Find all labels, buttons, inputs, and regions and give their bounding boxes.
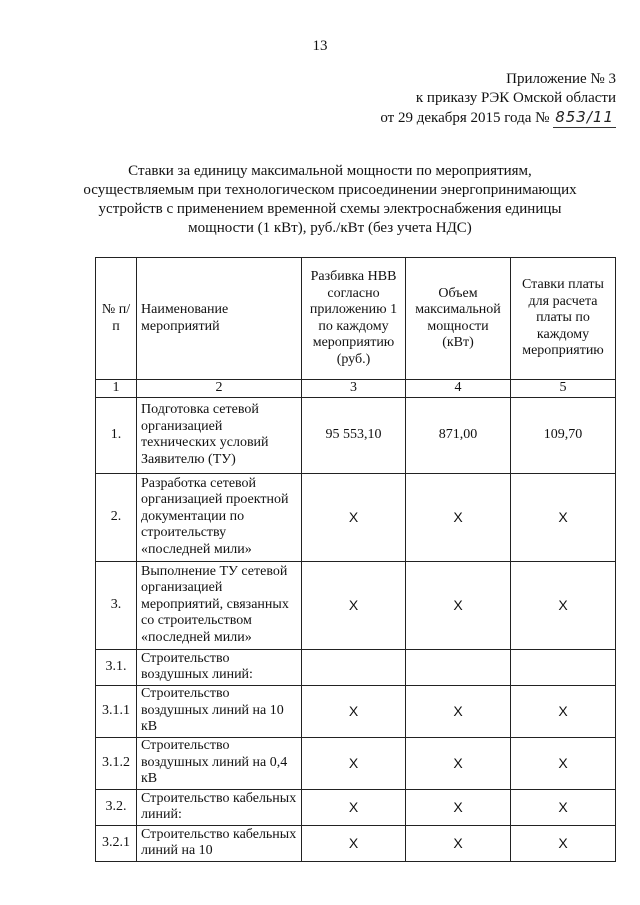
- row-power-value: X: [406, 737, 511, 789]
- row-rate-value: X: [511, 737, 616, 789]
- appendix-title: Приложение № 3: [506, 71, 616, 87]
- row-power-value: X: [406, 561, 511, 649]
- title-line-2: осуществляемым при технологическом присоединении энергопринимающих: [83, 182, 577, 198]
- row-number: 3.: [96, 561, 137, 649]
- row-name: Строительство воздушных линий на 10 кВ: [137, 685, 302, 737]
- header-col4: Объем максимальной мощности (кВт): [406, 258, 511, 380]
- row-number: 3.1.2: [96, 737, 137, 789]
- row-nvv-value: X: [302, 789, 406, 825]
- column-numbers-row: [96, 380, 616, 398]
- row-name: Выполнение ТУ сетевой организацией мероприятий, связанных со строительством «последней мили»: [137, 561, 302, 649]
- row-nvv-value: X: [302, 737, 406, 789]
- row-power-value: X: [406, 789, 511, 825]
- appendix-order-ref: к приказу РЭК Омской области: [415, 90, 616, 106]
- title-line-4: мощности (1 кВт), руб./кВт (без учета НДС): [188, 220, 472, 236]
- row-nvv-value: X: [302, 825, 406, 861]
- order-number-handwritten: 853/11: [555, 108, 614, 126]
- table-row: [96, 685, 616, 737]
- rates-table: [95, 257, 616, 862]
- table-row: [96, 737, 616, 789]
- header-name: Наименование мероприятий: [137, 258, 302, 380]
- document-title: [70, 162, 590, 238]
- row-name: Подготовка сетевой организацией технических условий Заявителю (ТУ): [137, 397, 302, 473]
- row-number: 1.: [96, 397, 137, 473]
- row-nvv-value: 95 553,10: [302, 397, 406, 473]
- order-date-text: от 29 декабря 2015 года №: [380, 110, 550, 126]
- colnum-4: 4: [406, 380, 511, 398]
- header-num: № п/п: [96, 258, 137, 380]
- row-rate-value: X: [511, 561, 616, 649]
- row-number: 3.2.1: [96, 825, 137, 861]
- row-rate-value: [511, 649, 616, 685]
- row-power-value: [406, 649, 511, 685]
- row-nvv-value: X: [302, 473, 406, 561]
- row-name: Строительство воздушных линий на 0,4 кВ: [137, 737, 302, 789]
- row-number: 3.2.: [96, 789, 137, 825]
- colnum-5: 5: [511, 380, 616, 398]
- table-row: [96, 649, 616, 685]
- appendix-block: [380, 70, 616, 128]
- row-rate-value: X: [511, 685, 616, 737]
- row-name: Строительство воздушных линий:: [137, 649, 302, 685]
- table-row: [96, 473, 616, 561]
- row-nvv-value: X: [302, 685, 406, 737]
- table-row: [96, 825, 616, 861]
- row-power-value: 871,00: [406, 397, 511, 473]
- row-power-value: X: [406, 685, 511, 737]
- page-number: 13: [312, 38, 328, 54]
- header-col5: Ставки платы для расчета платы по каждому мероприятию: [511, 258, 616, 380]
- row-name: Разработка сетевой организацией проектной документации по строительству «последней мили»: [137, 473, 302, 561]
- table-row: [96, 789, 616, 825]
- row-rate-value: 109,70: [511, 397, 616, 473]
- table-header-row: [96, 258, 616, 380]
- row-nvv-value: X: [302, 561, 406, 649]
- title-line-1: Ставки за единицу максимальной мощности по мероприятиям,: [128, 163, 532, 179]
- table-row: [96, 561, 616, 649]
- row-rate-value: X: [511, 473, 616, 561]
- colnum-3: 3: [302, 380, 406, 398]
- title-line-3: устройств с применением временной схемы электроснабжения единицы: [98, 201, 562, 217]
- row-rate-value: X: [511, 825, 616, 861]
- row-name: Строительство кабельных линий:: [137, 789, 302, 825]
- colnum-2: 2: [137, 380, 302, 398]
- colnum-1: 1: [96, 380, 137, 398]
- row-nvv-value: [302, 649, 406, 685]
- row-power-value: X: [406, 825, 511, 861]
- header-col3: Разбивка НВВ согласно приложению 1 по каждому мероприятию (руб.): [302, 258, 406, 380]
- row-power-value: X: [406, 473, 511, 561]
- appendix-order-date: [380, 108, 616, 128]
- row-rate-value: X: [511, 789, 616, 825]
- row-number: 3.1.: [96, 649, 137, 685]
- table-row: [96, 397, 616, 473]
- row-name: Строительство кабельных линий на 10: [137, 825, 302, 861]
- row-number: 3.1.1: [96, 685, 137, 737]
- row-number: 2.: [96, 473, 137, 561]
